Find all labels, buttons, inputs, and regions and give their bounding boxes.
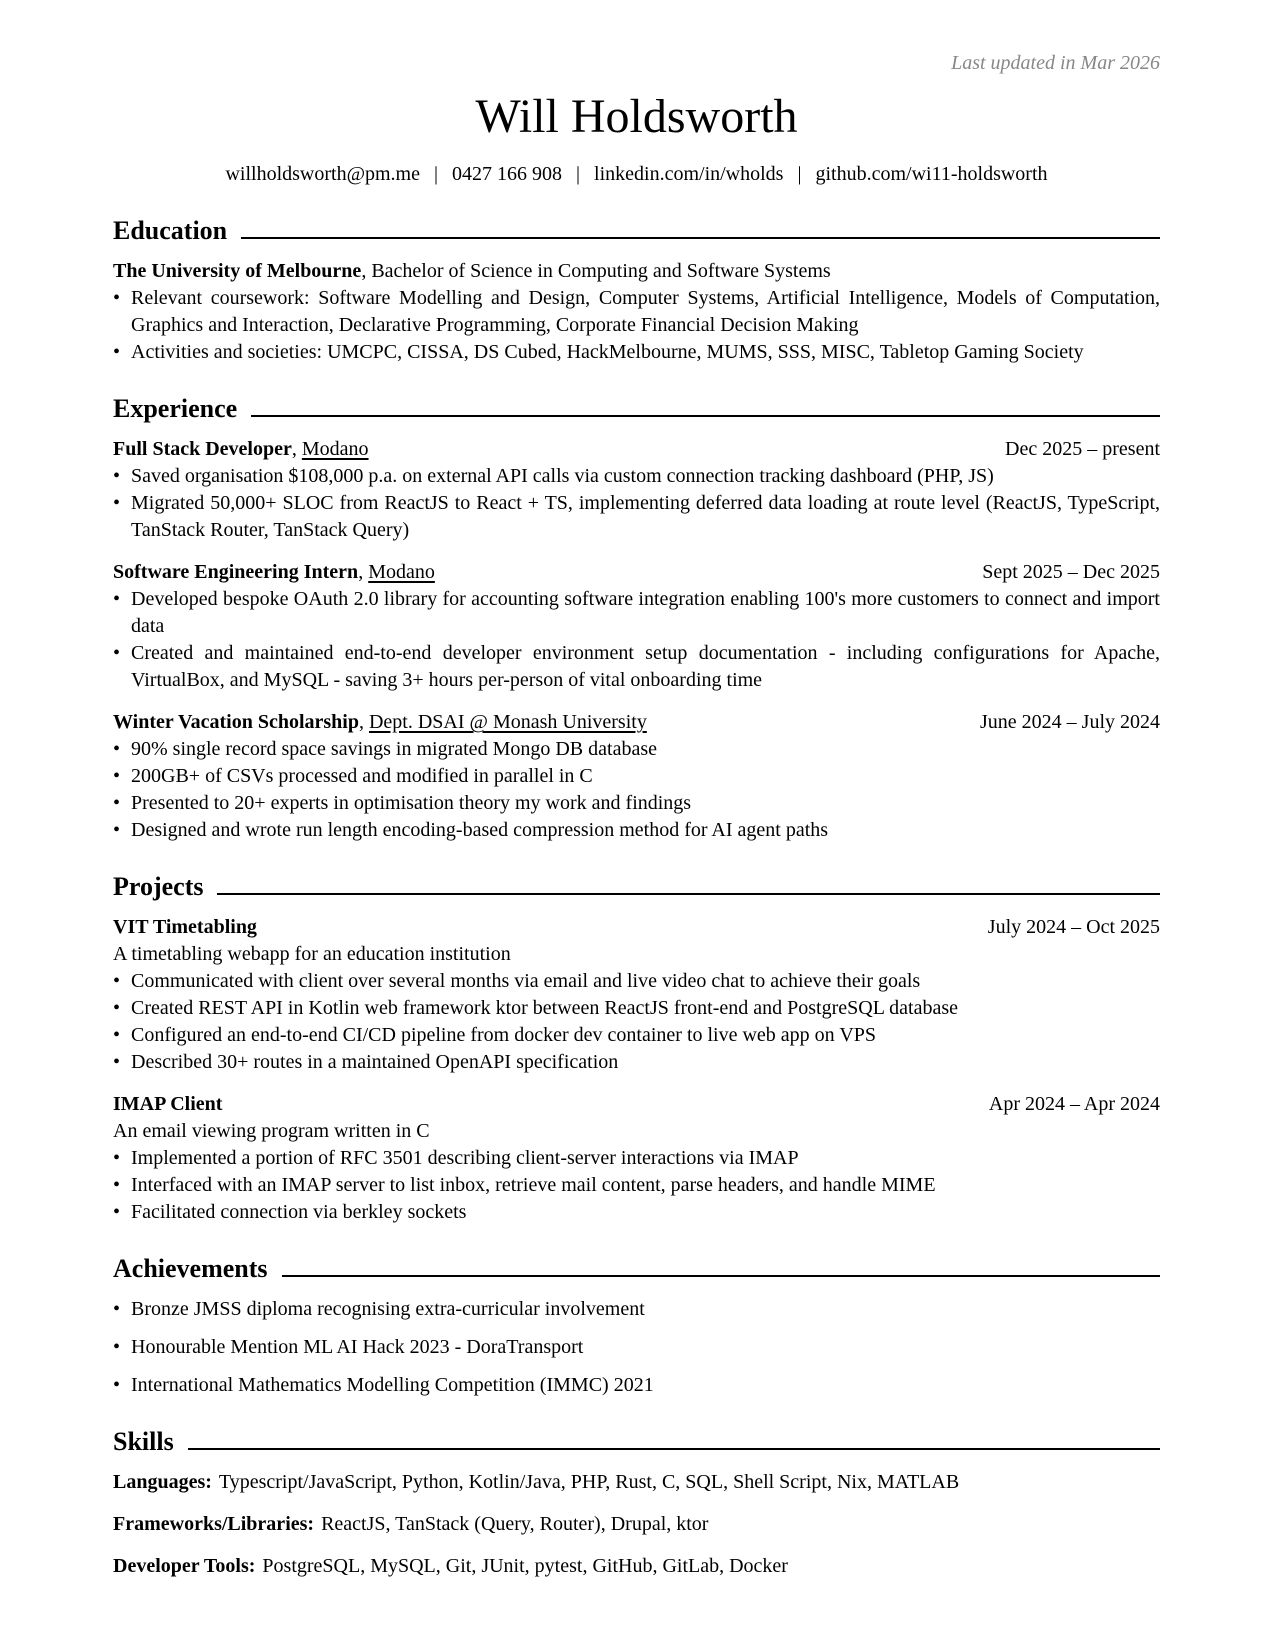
bullet-marker	[113, 640, 131, 694]
project-title-row	[113, 914, 257, 941]
bullet-text: Configured an end-to-end CI/CD pipeline from docker dev container to live web app on VPS	[131, 1024, 877, 1046]
job-role: Winter Vacation Scholarship	[113, 711, 359, 733]
job-dates: June 2024 – July 2024	[980, 711, 1160, 733]
job-title-row	[113, 559, 435, 586]
project-dates: July 2024 – Oct 2025	[987, 916, 1160, 938]
bullet-marker	[113, 968, 131, 995]
heading-rule	[217, 893, 1160, 895]
project-description: An email viewing program written in C	[113, 1120, 430, 1142]
education-heading: Education	[113, 216, 228, 245]
list-item	[113, 285, 1160, 339]
skills-heading: Skills	[113, 1427, 174, 1456]
list-item	[113, 790, 1160, 817]
job-org-link[interactable]: Modano	[301, 438, 369, 460]
job-entry	[113, 436, 1160, 544]
contact-github[interactable]: github.com/wi11-holdsworth	[815, 163, 1048, 185]
bullet-text: Saved organisation $108,000 p.a. on external API calls via custom connection tracking dashboard (PHP, JS)	[131, 465, 994, 487]
contact-email[interactable]: willholdsworth@pm.me	[225, 163, 420, 185]
project-header	[113, 914, 1160, 941]
bullet-marker	[113, 1049, 131, 1076]
job-role: Software Engineering Intern	[113, 561, 359, 583]
skills-heading-row	[113, 1427, 1160, 1457]
list-item	[113, 968, 1160, 995]
list-item	[113, 1145, 1160, 1172]
bullet-text: International Mathematics Modelling Competition (IMMC) 2021	[131, 1374, 654, 1396]
list-item	[113, 1199, 1160, 1226]
bullet-text: Presented to 20+ experts in optimisation theory my work and findings	[131, 792, 692, 814]
contact-phone[interactable]: 0427 166 908	[452, 163, 563, 185]
projects-heading-row	[113, 872, 1160, 902]
list-item	[113, 1172, 1160, 1199]
project-entry	[113, 914, 1160, 1076]
projects-heading: Projects	[113, 872, 204, 901]
list-item	[113, 1296, 1160, 1323]
contact-linkedin[interactable]: linkedin.com/in/wholds	[594, 163, 784, 185]
bullet-marker	[113, 1296, 131, 1323]
education-entry	[113, 258, 1160, 366]
section-projects	[113, 872, 1160, 1226]
list-item	[113, 586, 1160, 640]
list-item	[113, 995, 1160, 1022]
title-separator: ,	[291, 438, 302, 460]
heading-rule	[251, 415, 1160, 417]
project-description: A timetabling webapp for an education institution	[113, 943, 511, 965]
list-item	[113, 463, 1160, 490]
experience-heading-row	[113, 394, 1160, 424]
job-dates: Dec 2025 – present	[1005, 438, 1160, 460]
education-entry-title	[113, 258, 1160, 285]
skill-label: Frameworks/Libraries:	[113, 1513, 315, 1535]
bullet-text: 90% single record space savings in migrated Mongo DB database	[131, 738, 657, 760]
education-heading-row	[113, 216, 1160, 246]
bullet-text: Migrated 50,000+ SLOC from ReactJS to React + TS, implementing deferred data loading at route level (ReactJS, TypeScript, TanStack Router, TanStack Query)	[131, 492, 1160, 541]
job-header	[113, 559, 1160, 586]
list-item	[113, 763, 1160, 790]
project-name: VIT Timetabling	[113, 916, 257, 938]
degree-text: Bachelor of Science in Computing and Software Systems	[371, 260, 831, 282]
last-updated-note: Last updated in Mar 2026	[951, 52, 1160, 74]
bullet-marker	[113, 586, 131, 640]
list-item	[113, 490, 1160, 544]
bullet-text: Described 30+ routes in a maintained OpenAPI specification	[131, 1051, 619, 1073]
list-item	[113, 1334, 1160, 1361]
heading-rule	[282, 1275, 1160, 1277]
bullet-marker	[113, 763, 131, 790]
contact-bar	[113, 161, 1160, 188]
bullet-marker	[113, 1172, 131, 1199]
title-separator: ,	[358, 561, 369, 583]
bullet-text: Interfaced with an IMAP server to list inbox, retrieve mail content, parse headers, and handle MIME	[131, 1174, 936, 1196]
job-entry	[113, 709, 1160, 844]
list-item	[113, 736, 1160, 763]
job-dates: Sept 2025 – Dec 2025	[982, 561, 1160, 583]
bullet-text: Facilitated connection via berkley sockets	[131, 1201, 467, 1223]
pipe-separator: |	[797, 163, 802, 185]
bullet-text: Honourable Mention ML AI Hack 2023 - DoraTransport	[131, 1336, 584, 1358]
list-item	[113, 1049, 1160, 1076]
bullet-marker	[113, 1199, 131, 1226]
section-education	[113, 216, 1160, 366]
experience-heading: Experience	[113, 394, 238, 423]
skill-value: Typescript/JavaScript, Python, Kotlin/Java, PHP, Rust, C, SQL, Shell Script, Nix, MATLAB	[218, 1471, 960, 1493]
achievements-heading-row	[113, 1254, 1160, 1284]
bullet-text: Activities and societies: UMCPC, CISSA, DS Cubed, HackMelbourne, MUMS, SSS, MISC, Tabletop Gaming Society	[131, 341, 1084, 363]
pipe-separator: |	[576, 163, 581, 185]
project-name: IMAP Client	[113, 1093, 223, 1115]
bullet-marker	[113, 339, 131, 366]
skill-row	[113, 1553, 1160, 1580]
skill-label: Developer Tools:	[113, 1555, 256, 1577]
skill-value: PostgreSQL, MySQL, Git, JUnit, pytest, GitHub, GitLab, Docker	[262, 1555, 788, 1577]
bullet-marker	[113, 1022, 131, 1049]
bullet-text: Developed bespoke OAuth 2.0 library for accounting software integration enabling 100's more customers to connect and import data	[131, 588, 1160, 637]
bullet-marker	[113, 490, 131, 544]
skill-label: Languages:	[113, 1471, 212, 1493]
institution-name: The University of Melbourne	[113, 260, 362, 282]
bullet-text: Implemented a portion of RFC 3501 describing client-server interactions via IMAP	[131, 1147, 799, 1169]
bullet-marker	[113, 1334, 131, 1361]
bullet-marker	[113, 463, 131, 490]
list-item	[113, 1372, 1160, 1399]
title-separator: ,	[358, 711, 369, 733]
bullet-marker	[113, 1145, 131, 1172]
skill-value: ReactJS, TanStack (Query, Router), Drupal, ktor	[321, 1513, 709, 1535]
bullet-marker	[113, 995, 131, 1022]
heading-rule	[241, 237, 1160, 239]
job-org-link[interactable]: Dept. DSAI @ Monash University	[368, 711, 647, 733]
list-item	[113, 640, 1160, 694]
bullet-text: Communicated with client over several months via email and live video chat to achieve their goals	[131, 970, 921, 992]
job-entry	[113, 559, 1160, 694]
bullet-marker	[113, 1372, 131, 1399]
bullet-text: 200GB+ of CSVs processed and modified in parallel in C	[131, 765, 593, 787]
job-title-row	[113, 709, 647, 736]
project-entry	[113, 1091, 1160, 1226]
job-role: Full Stack Developer	[113, 438, 292, 460]
skill-row	[113, 1511, 1160, 1538]
job-title-row	[113, 436, 369, 463]
skill-row	[113, 1469, 1160, 1496]
bullet-text: Created and maintained end-to-end developer environment setup documentation - including configurations for Apache, VirtualBox, and MySQL - saving 3+ hours per-person of vital onboarding time	[131, 642, 1160, 691]
bullet-marker	[113, 817, 131, 844]
list-item	[113, 339, 1160, 366]
bullet-marker	[113, 736, 131, 763]
bullet-marker	[113, 285, 131, 339]
bullet-text: Bronze JMSS diploma recognising extra-curricular involvement	[131, 1298, 645, 1320]
section-experience	[113, 394, 1160, 844]
project-title-row	[113, 1091, 222, 1118]
project-dates: Apr 2024 – Apr 2024	[988, 1093, 1160, 1115]
list-item	[113, 1022, 1160, 1049]
job-header	[113, 709, 1160, 736]
bullet-marker	[113, 790, 131, 817]
job-header	[113, 436, 1160, 463]
project-header	[113, 1091, 1160, 1118]
section-skills	[113, 1427, 1160, 1580]
pipe-separator: |	[434, 163, 439, 185]
bullet-text: Designed and wrote run length encoding-based compression method for AI agent paths	[131, 819, 829, 841]
heading-rule	[188, 1448, 1160, 1450]
bullet-text: Created REST API in Kotlin web framework ktor between ReactJS front-end and PostgreSQL database	[131, 997, 959, 1019]
bullet-text: Relevant coursework: Software Modelling and Design, Computer Systems, Artificial Intelligence, Models of Computation, Graphics and Interaction, Declarative Programming, Corporate Financial Decision Making	[131, 287, 1160, 336]
achievements-heading: Achievements	[113, 1254, 268, 1283]
list-item	[113, 817, 1160, 844]
section-achievements	[113, 1254, 1160, 1399]
title-separator: ,	[361, 260, 372, 282]
candidate-name: Will Holdsworth	[475, 90, 798, 143]
job-org-link[interactable]: Modano	[368, 561, 435, 583]
